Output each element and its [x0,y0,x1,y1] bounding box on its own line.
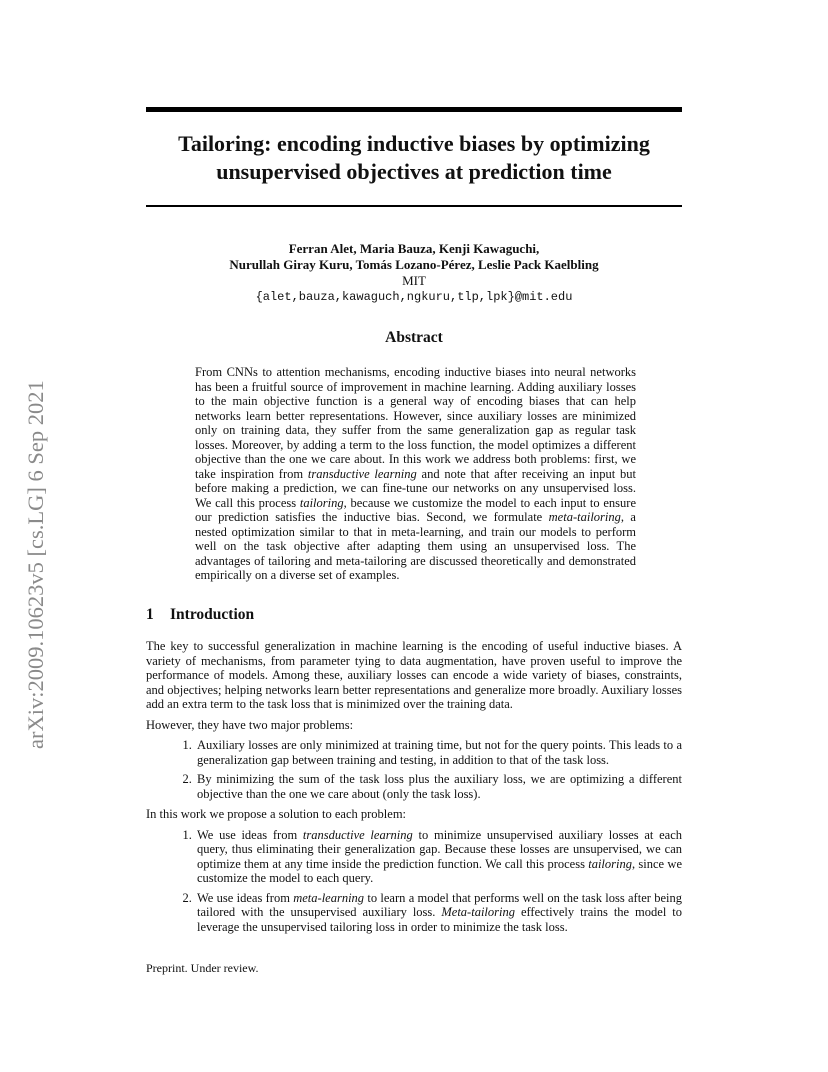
title-top-rule [146,107,682,112]
section-heading-introduction [146,606,254,624]
title-bottom-rule [146,205,682,207]
introduction-body [146,639,682,940]
abstract-heading: Abstract [385,329,443,346]
problems-list [146,738,682,801]
solutions-list [146,828,682,935]
author-emails: {alet,bauza,kawaguch,ngkuru,tlp,lpk}@mit.edu [255,290,573,304]
intro-paragraph-2: However, they have two major problems: [146,717,354,732]
abstract-em-meta-tailoring: meta-tailoring [548,510,621,524]
title-line-1: Tailoring: encoding inductive biases by optimizing [178,131,650,156]
problem-item-1: 1. Auxiliary losses are only minimized at training time, but not for the query points. This leads to a generalization gap between training and testing, in addition to that of the task loss. [195,738,682,767]
solution-2-em-meta-learning: meta-learning [293,890,365,905]
solution-1-em-tailoring: tailoring [588,856,632,871]
affiliation: MIT [402,273,426,288]
intro-paragraph-1: The key to successful generalization in machine learning is the encoding of useful inductive biases. A variety of mechanisms, from parameter tying to data augmentation, have proven useful to improve the performance of models. Among these, auxiliary losses can encode a wide variety of biases, constraints, and objectives; helping networks learn better representations and generalize more broadly. Auxiliary losses add an extra term to the task loss that is minimized over the training data. [146,639,682,711]
abstract-text [195,365,636,583]
preprint-footer: Preprint. Under review. [146,961,259,975]
arxiv-identifier [24,297,48,749]
solution-2-part-c: effectively trains the model to leverage the unsupervised tailoring loss in order to minimize the task loss. [197,905,682,934]
section-number: 1 [146,606,154,623]
abstract-part-1: From CNNs to attention mechanisms, encoding inductive biases into neural networks has been a fruitful source of improvement in machine learning. Adding auxiliary losses to the main objective function is a general way of encoding biases that can help networks learn better representations. However, since auxiliary losses are minimized only on training data, they suffer from the same generalization gap as regular task losses. Moreover, by adding a term to the loss function, the model optimizes a different objective than the one we care about. In this work we address both problems: first, we take inspiration from [195,365,636,481]
solution-1-part-a: We use ideas from [197,827,303,842]
solution-item-1 [195,828,682,886]
author-block [146,241,682,305]
authors-line-1: Ferran Alet, Maria Bauza, Kenji Kawaguchi, [288,241,540,256]
abstract-em-transductive: transductive learning [307,466,417,481]
solution-2-part-a: We use ideas from [197,890,294,905]
solution-2-em-meta-tailoring: Meta-tailoring [441,905,515,919]
title-line-2: unsupervised objectives at prediction time [216,159,612,184]
solution-1-part-c: , since we customize the model to each query. [197,856,682,885]
solution-item-2 [195,891,682,935]
paper-title [146,130,682,186]
authors-line-2: Nurullah Giray Kuru, Tomás Lozano-Pérez, Leslie Pack Kaelbling [229,257,599,272]
arxiv-identifier-text: arXiv:2009.10623v5 [cs.LG] 6 Sep 2021 [23,380,48,749]
solution-1-em-transductive: transductive learning [302,827,413,842]
abstract-part-2: and note that after receiving an input but before making a prediction, we can fine-tune our networks on any unsupervised loss. We call this process [195,466,636,510]
abstract-part-4: , a nested optimization similar to that in meta-learning, and train our models to perform well on the task objective after adapting them using an unsupervised loss. The advantages of tailoring and meta-tailoring are discussed theoretically and demonstrated empirically on a diverse set of examples. [195,510,636,582]
abstract-part-3: , because we customize the model to each input to ensure our prediction satisfies the inductive bias. Second, we formulate [195,495,637,524]
problem-item-2: 2. By minimizing the sum of the task loss plus the auxiliary loss, we are optimizing a different objective than the one we care about (only the task loss). [195,772,682,801]
solution-2-part-b: to learn a model that performs well on the task loss after being tailored with the unsupervised auxiliary loss. [197,890,682,919]
abstract-em-tailoring: tailoring [299,495,344,510]
intro-paragraph-3: In this work we propose a solution to each problem: [146,807,407,821]
solution-1-part-b: to minimize unsupervised auxiliary losses at each query, thus eliminating their generalization gap. Because these losses are unsupervised, we can optimize them at any time inside the prediction function. We call this process [197,827,682,871]
section-title: Introduction [170,606,255,623]
